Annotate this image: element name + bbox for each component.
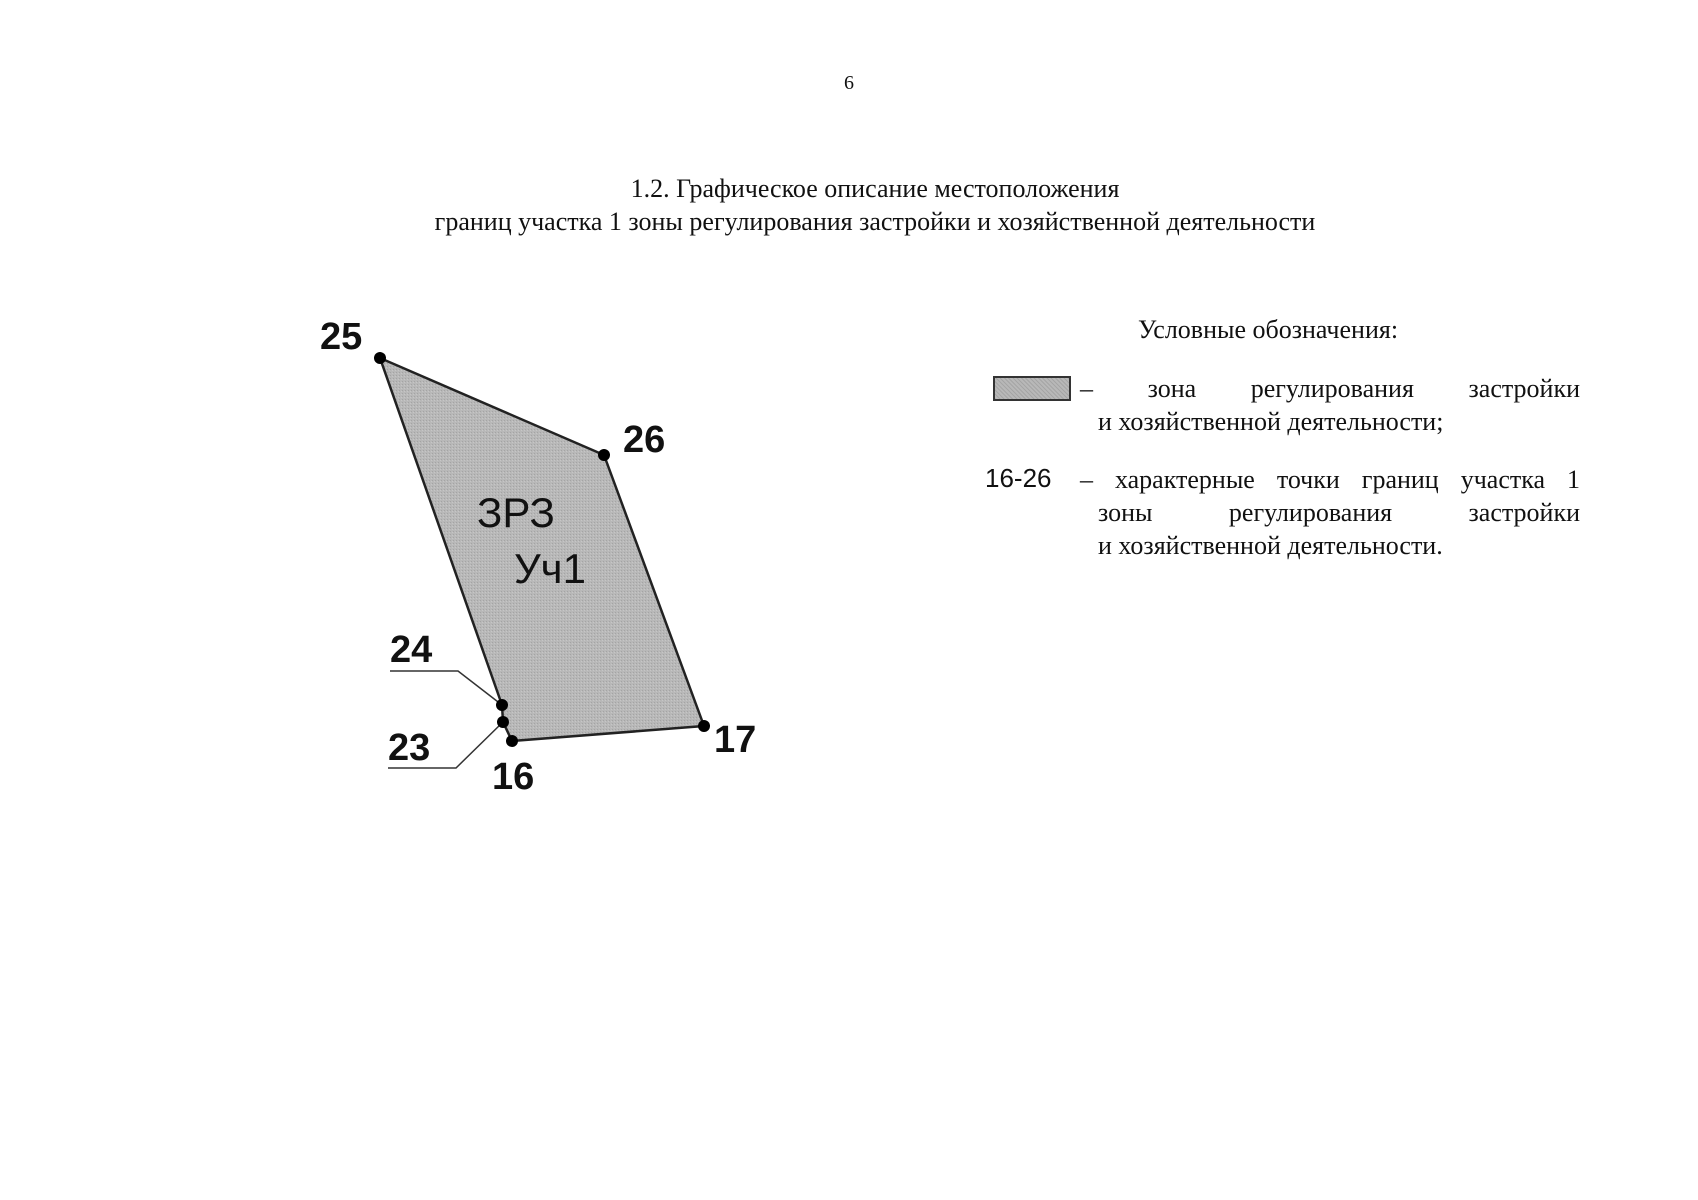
boundary-point-26 [598, 449, 610, 461]
legend-zone-line-1: – зона регулирования застройки [1080, 374, 1580, 403]
boundary-point-23 [497, 716, 509, 728]
leader-line-24 [390, 671, 502, 705]
legend-points-code: 16-26 [985, 463, 1052, 493]
legend-points-line-2: зоны регулирования застройки [1098, 498, 1580, 527]
page-number: 6 [844, 72, 854, 94]
legend-heading: Условные обозначения: [1138, 315, 1399, 344]
legend-zone-swatch [993, 376, 1071, 401]
point-label-17: 17 [714, 719, 757, 761]
point-label-23: 23 [388, 727, 431, 769]
legend-zone-text [1080, 372, 1580, 438]
title-line-2: границ участка 1 зоны регулирования застройки и хозяйственной деятельности [434, 207, 1316, 236]
zone-label: ЗРЗ [477, 489, 555, 536]
boundary-point-25 [374, 352, 386, 364]
section-label: Уч1 [514, 545, 586, 592]
point-label-25: 25 [320, 316, 363, 358]
boundary-point-17 [698, 720, 710, 732]
boundary-point-16 [506, 735, 518, 747]
legend-zone-line-2: и хозяйственной деятельности; [1098, 407, 1444, 436]
point-label-24: 24 [390, 629, 433, 671]
point-label-26: 26 [623, 419, 666, 461]
point-label-16: 16 [492, 756, 535, 798]
title-line-1: 1.2. Графическое описание местоположения [630, 174, 1120, 203]
legend-points-line-1: – характерные точки границ участка 1 [1080, 465, 1580, 494]
legend-points-line-3: и хозяйственной деятельности. [1098, 531, 1443, 560]
legend-points-text [1080, 463, 1580, 562]
boundary-point-24 [496, 699, 508, 711]
